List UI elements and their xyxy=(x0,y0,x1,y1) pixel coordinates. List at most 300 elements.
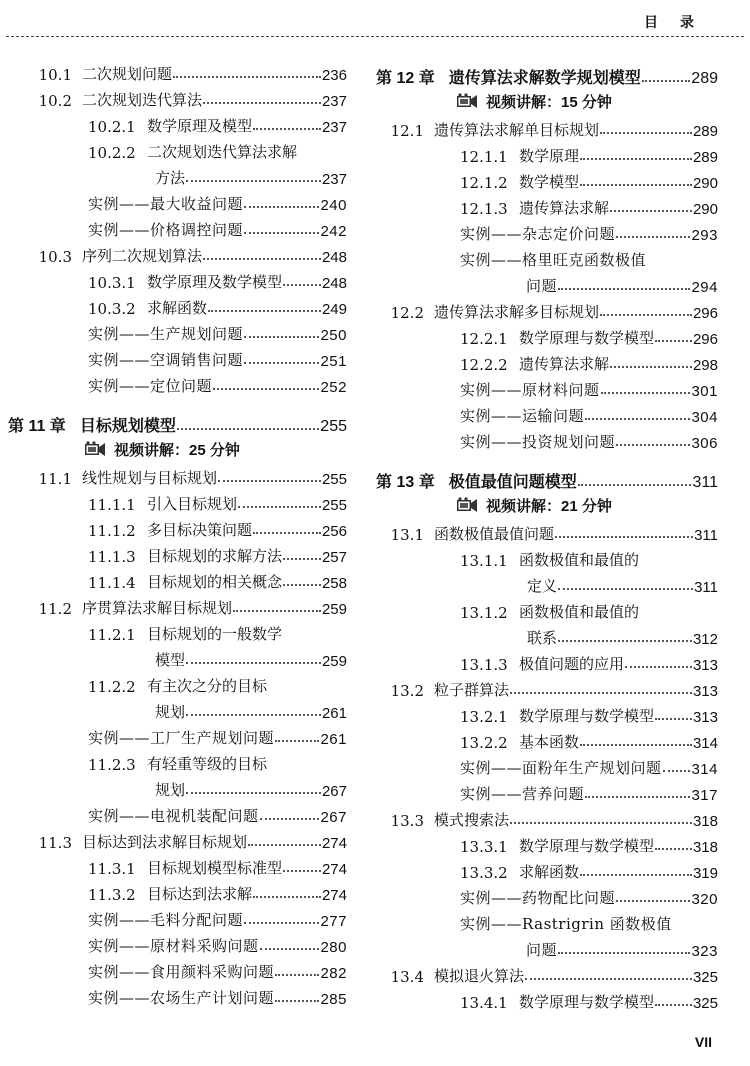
chapter-title: 极值最值问题模型 xyxy=(448,474,577,491)
page-number: 251 xyxy=(320,353,347,370)
toc-entry[interactable] xyxy=(0,58,347,84)
example-title: 实例——Rastrigrin 函数极值 xyxy=(460,915,672,933)
leader-dots xyxy=(203,102,321,104)
subsection-number: 11.1.4 xyxy=(88,574,136,592)
subsection-number: 11.1.2 xyxy=(88,522,136,540)
subsection-title: 数学原理及模型 xyxy=(147,117,253,135)
example-title: 实例——食用颜料采购问题 xyxy=(88,963,275,981)
toc-entry[interactable] xyxy=(374,908,718,960)
leader-dots xyxy=(558,588,693,590)
subsection-title: 遗传算法求解 xyxy=(519,355,610,373)
toc-entry[interactable] xyxy=(374,400,718,426)
section-number: 10.3 xyxy=(38,248,72,266)
section-title: 函数极值最值问题 xyxy=(434,525,555,543)
header-divider xyxy=(6,36,744,37)
example-title: 实例——定位问题 xyxy=(88,377,213,395)
toc-chapter-entry[interactable] xyxy=(374,58,718,88)
chapter-number: 第 12 章 xyxy=(376,70,435,87)
toc-entry[interactable] xyxy=(374,192,718,218)
leader-dots xyxy=(510,822,692,824)
leader-dots xyxy=(213,388,319,390)
page-number: 301 xyxy=(691,383,718,400)
page-number: 296 xyxy=(692,305,718,322)
section-number: 11.2 xyxy=(38,600,72,618)
toc-entry[interactable] xyxy=(374,830,718,856)
toc-entry[interactable] xyxy=(0,344,347,370)
example-title: 实例——毛料分配问题 xyxy=(88,911,244,929)
toc-entry[interactable] xyxy=(0,566,347,592)
leader-dots xyxy=(173,76,321,78)
page-number: 319 xyxy=(692,865,718,882)
example-title-continued: 问题 xyxy=(526,941,558,959)
section-title: 二次规划问题 xyxy=(82,65,173,83)
section-title: 目标达到法求解目标规划 xyxy=(82,833,248,851)
subsection-title-continued: 规划 xyxy=(155,703,186,721)
page-number: 289 xyxy=(692,123,718,140)
subsection-title: 目标规划模型标准型 xyxy=(147,859,283,877)
leader-dots xyxy=(186,792,321,794)
leader-dots xyxy=(580,184,692,186)
leader-dots xyxy=(655,340,692,342)
leader-dots xyxy=(655,718,692,720)
toc-entry[interactable] xyxy=(374,374,718,400)
toc-entry[interactable] xyxy=(374,114,718,140)
chapter-number: 第 11 章 xyxy=(8,418,66,435)
page-number: 274 xyxy=(321,835,347,852)
subsection-number: 10.3.1 xyxy=(88,274,136,292)
subsection-number: 13.1.1 xyxy=(460,552,508,570)
page-number: 252 xyxy=(320,379,347,396)
page-number: 248 xyxy=(321,249,347,266)
page-number: 314 xyxy=(692,735,718,752)
toc-entry[interactable] xyxy=(374,960,718,986)
leader-dots xyxy=(275,1000,319,1002)
subsection-number: 11.2.2 xyxy=(88,678,136,696)
section-number: 12.1 xyxy=(390,122,424,140)
leader-dots xyxy=(186,662,321,664)
leader-dots xyxy=(283,870,321,872)
section-title: 模式搜索法 xyxy=(434,811,510,829)
toc-entry[interactable] xyxy=(374,166,718,192)
page-number: 237 xyxy=(321,119,347,136)
leader-dots xyxy=(558,288,690,290)
toc-entry[interactable] xyxy=(374,348,718,374)
toc-entry[interactable] xyxy=(374,544,718,596)
chapter-number: 第 13 章 xyxy=(376,474,435,491)
page-number: 242 xyxy=(320,223,347,240)
subsection-title: 目标规划的相关概念 xyxy=(147,573,283,591)
subsection-title-continued: 模型 xyxy=(155,651,186,669)
leader-dots xyxy=(610,366,692,368)
toc-entry[interactable] xyxy=(0,878,347,904)
subsection-title: 求解函数 xyxy=(147,299,208,317)
page-number: 267 xyxy=(320,809,347,826)
page-number: 277 xyxy=(320,913,347,930)
page-number: 280 xyxy=(320,939,347,956)
toc-chapter-entry[interactable] xyxy=(374,462,718,492)
toc-entry[interactable] xyxy=(0,930,347,956)
page-number: 314 xyxy=(691,761,718,778)
toc-entry[interactable] xyxy=(0,488,347,514)
section-title: 粒子群算法 xyxy=(434,681,510,699)
chapter-title: 遗传算法求解数学规划模型 xyxy=(448,70,641,87)
section-number: 10.2 xyxy=(38,92,72,110)
subsection-number: 11.1.1 xyxy=(88,496,136,514)
toc-entry[interactable] xyxy=(0,982,347,1008)
page-number: 304 xyxy=(691,409,718,426)
page-number: 289 xyxy=(692,149,718,166)
toc-entry[interactable] xyxy=(0,670,347,722)
subsection-title: 数学原理与数学模型 xyxy=(519,707,655,725)
page-number: 240 xyxy=(320,197,347,214)
toc-entry[interactable] xyxy=(0,852,347,878)
leader-dots xyxy=(253,128,321,130)
toc-entry[interactable] xyxy=(0,540,347,566)
section-title: 二次规划迭代算法 xyxy=(82,91,203,109)
subsection-title-continued: 规划 xyxy=(155,781,186,799)
page-number: 267 xyxy=(321,783,347,800)
toc-entry[interactable] xyxy=(374,700,718,726)
subsection-number: 11.1.3 xyxy=(88,548,136,566)
section-number: 12.2 xyxy=(390,304,424,322)
page-number: 256 xyxy=(321,523,347,540)
page-number: 311 xyxy=(694,527,718,544)
subsection-title: 有轻重等级的目标 xyxy=(147,755,268,773)
page-number: 255 xyxy=(320,418,347,435)
video-lecture-note[interactable] xyxy=(374,492,718,518)
toc-entry[interactable] xyxy=(374,296,718,322)
page-number: 274 xyxy=(321,861,347,878)
subsection-title: 数学原理 xyxy=(519,147,580,165)
toc-entry[interactable] xyxy=(374,856,718,882)
video-lecture-label: 视频讲解：25 分钟 xyxy=(114,441,240,459)
leader-dots xyxy=(208,310,321,312)
toc-entry[interactable] xyxy=(0,318,347,344)
example-title: 实例——电视机装配问题 xyxy=(88,807,259,825)
leader-dots xyxy=(558,640,692,642)
page-number: 259 xyxy=(321,601,347,618)
page-number: 317 xyxy=(691,787,718,804)
page-number: 318 xyxy=(692,839,718,856)
toc-entry[interactable] xyxy=(0,240,347,266)
leader-dots xyxy=(580,158,692,160)
subsection-title: 函数极值和最值的 xyxy=(519,603,640,621)
leader-dots xyxy=(244,362,319,364)
subsection-number: 12.1.3 xyxy=(460,200,508,218)
subsection-title: 多目标决策问题 xyxy=(147,521,253,539)
example-title: 实例——原材料问题 xyxy=(460,381,600,399)
page-number: 259 xyxy=(321,653,347,670)
subsection-number: 11.2.1 xyxy=(88,626,136,644)
toc-entry[interactable] xyxy=(374,986,718,1012)
page-number: 248 xyxy=(321,275,347,292)
leader-dots xyxy=(663,770,691,772)
subsection-title-continued: 定义 xyxy=(527,577,558,595)
toc-entry[interactable] xyxy=(374,322,718,348)
leader-dots xyxy=(580,744,692,746)
leader-dots xyxy=(218,480,321,482)
leader-dots xyxy=(248,844,321,846)
video-lecture-label: 视频讲解：21 分钟 xyxy=(486,497,612,515)
example-title: 实例——生产规划问题 xyxy=(88,325,244,343)
leader-dots xyxy=(578,484,692,486)
leader-dots xyxy=(177,428,319,430)
subsection-number: 12.2.2 xyxy=(460,356,508,374)
video-lecture-note[interactable] xyxy=(374,88,718,114)
leader-dots xyxy=(275,974,319,976)
page-number: 290 xyxy=(692,175,718,192)
example-title-continued: 问题 xyxy=(526,277,558,295)
leader-dots xyxy=(283,284,321,286)
subsection-number: 12.1.2 xyxy=(460,174,508,192)
toc-right-column xyxy=(374,58,718,1012)
example-title: 实例——面粉年生产规划问题 xyxy=(460,759,662,777)
toc-entry[interactable] xyxy=(374,882,718,908)
page-number: 237 xyxy=(321,93,347,110)
subsection-title: 基本函数 xyxy=(519,733,580,751)
toc-entry[interactable] xyxy=(0,514,347,540)
subsection-title: 极值问题的应用 xyxy=(519,655,625,673)
example-title: 实例——最大收益问题 xyxy=(88,195,244,213)
toc-entry[interactable] xyxy=(0,292,347,318)
leader-dots xyxy=(600,132,692,134)
subsection-number: 13.1.2 xyxy=(460,604,508,622)
toc-left-column xyxy=(0,58,347,1008)
section-title: 序贯算法求解目标规划 xyxy=(82,599,233,617)
subsection-title: 引入目标规划 xyxy=(147,495,238,513)
example-title: 实例——价格调控问题 xyxy=(88,221,244,239)
subsection-title: 数学原理及数学模型 xyxy=(147,273,283,291)
spacer xyxy=(374,452,718,462)
subsection-number: 13.3.1 xyxy=(460,838,508,856)
page-number: 258 xyxy=(321,575,347,592)
page-number: 311 xyxy=(694,579,718,596)
subsection-title: 数学模型 xyxy=(519,173,580,191)
example-title: 实例——运输问题 xyxy=(460,407,585,425)
subsection-title-continued: 方法 xyxy=(155,169,186,187)
subsection-title: 数学原理与数学模型 xyxy=(519,837,655,855)
section-title: 序列二次规划算法 xyxy=(82,247,203,265)
page-number: 255 xyxy=(321,497,347,514)
subsection-number: 13.2.1 xyxy=(460,708,508,726)
subsection-number: 11.2.3 xyxy=(88,756,136,774)
leader-dots xyxy=(601,392,691,394)
subsection-title: 二次规划迭代算法求解 xyxy=(147,143,298,161)
page-number: 306 xyxy=(691,435,718,452)
page-number: 325 xyxy=(692,995,718,1012)
toc-entry[interactable] xyxy=(0,266,347,292)
leader-dots xyxy=(585,418,690,420)
toc-entry[interactable] xyxy=(0,136,347,188)
subsection-title: 目标规划的求解方法 xyxy=(147,547,283,565)
subsection-title-continued: 联系 xyxy=(527,629,558,647)
subsection-title: 求解函数 xyxy=(519,863,580,881)
leader-dots xyxy=(233,610,321,612)
toc-entry[interactable] xyxy=(374,140,718,166)
page-number: 290 xyxy=(692,201,718,218)
toc-entry[interactable] xyxy=(374,648,718,674)
toc-entry[interactable] xyxy=(0,214,347,240)
toc-entry[interactable] xyxy=(0,800,347,826)
leader-dots xyxy=(610,210,692,212)
toc-entry[interactable] xyxy=(0,110,347,136)
leader-dots xyxy=(244,922,319,924)
leader-dots xyxy=(558,952,690,954)
leader-dots xyxy=(616,900,690,902)
page-number: 250 xyxy=(320,327,347,344)
folio-page-number: VII xyxy=(694,1034,712,1050)
toc-entry[interactable] xyxy=(374,804,718,830)
section-title: 模拟退火算法 xyxy=(434,967,525,985)
example-title: 实例——空调销售问题 xyxy=(88,351,244,369)
leader-dots xyxy=(616,236,690,238)
toc-entry[interactable] xyxy=(0,462,347,488)
example-title: 实例——农场生产计划问题 xyxy=(88,989,275,1007)
subsection-title: 目标达到法求解 xyxy=(147,885,253,903)
leader-dots xyxy=(275,740,319,742)
leader-dots xyxy=(283,558,321,560)
leader-dots xyxy=(260,948,320,950)
section-number: 10.1 xyxy=(38,66,72,84)
page-number: 237 xyxy=(321,171,347,188)
example-title: 实例——投资规划问题 xyxy=(460,433,616,451)
chapter-title: 目标规划模型 xyxy=(79,418,176,435)
example-title: 实例——营养问题 xyxy=(460,785,585,803)
page-number: 318 xyxy=(692,813,718,830)
leader-dots xyxy=(283,584,321,586)
page-number: 298 xyxy=(692,357,718,374)
page-number: 313 xyxy=(692,683,718,700)
subsection-title: 遗传算法求解 xyxy=(519,199,610,217)
page-number: 313 xyxy=(692,709,718,726)
page-number: 312 xyxy=(692,631,718,648)
section-number: 11.1 xyxy=(38,470,72,488)
toc-entry[interactable] xyxy=(0,748,347,800)
page-number: 261 xyxy=(321,705,347,722)
subsection-number: 11.3.2 xyxy=(88,886,136,904)
leader-dots xyxy=(625,666,692,668)
section-title: 线性规划与目标规划 xyxy=(82,469,218,487)
page-number: 320 xyxy=(691,891,718,908)
spacer xyxy=(0,396,347,406)
leader-dots xyxy=(186,714,321,716)
leader-dots xyxy=(580,874,692,876)
page-number: 323 xyxy=(691,943,718,960)
page-number: 293 xyxy=(691,227,718,244)
subsection-number: 13.2.2 xyxy=(460,734,508,752)
leader-dots xyxy=(642,80,691,82)
subsection-number: 13.3.2 xyxy=(460,864,508,882)
leader-dots xyxy=(585,796,690,798)
toc-entry[interactable] xyxy=(0,722,347,748)
page-number: 261 xyxy=(320,731,347,748)
leader-dots xyxy=(655,848,692,850)
subsection-title: 数学原理与数学模型 xyxy=(519,329,655,347)
toc-entry[interactable] xyxy=(0,956,347,982)
example-title: 实例——原材料采购问题 xyxy=(88,937,259,955)
page-number: 257 xyxy=(321,549,347,566)
toc-entry[interactable] xyxy=(374,778,718,804)
toc-entry[interactable] xyxy=(0,618,347,670)
leader-dots xyxy=(186,180,321,182)
toc-entry[interactable] xyxy=(374,674,718,700)
leader-dots xyxy=(655,1004,692,1006)
toc-entry[interactable] xyxy=(374,244,718,296)
video-camera-icon xyxy=(84,441,106,457)
subsection-number: 12.2.1 xyxy=(460,330,508,348)
subsection-title: 数学原理与数学模型 xyxy=(519,993,655,1011)
toc-entry[interactable] xyxy=(374,596,718,648)
leader-dots xyxy=(244,232,319,234)
video-camera-icon xyxy=(456,93,478,109)
toc-entry[interactable] xyxy=(374,426,718,452)
subsection-number: 11.3.1 xyxy=(88,860,136,878)
example-title: 实例——格里旺克函数极值 xyxy=(460,251,647,269)
subsection-title: 有主次之分的目标 xyxy=(147,677,268,695)
leader-dots xyxy=(203,258,321,260)
subsection-number: 10.2.1 xyxy=(88,118,136,136)
leader-dots xyxy=(616,444,690,446)
page-number: 313 xyxy=(692,657,718,674)
leader-dots xyxy=(244,336,319,338)
example-title: 实例——杂志定价问题 xyxy=(460,225,616,243)
video-lecture-note[interactable] xyxy=(0,436,347,462)
toc-entry[interactable] xyxy=(0,188,347,214)
page-number: 282 xyxy=(320,965,347,982)
toc-chapter-entry[interactable] xyxy=(0,406,347,436)
page-number: 296 xyxy=(692,331,718,348)
page-number: 325 xyxy=(692,969,718,986)
subsection-number: 10.3.2 xyxy=(88,300,136,318)
section-number: 13.1 xyxy=(390,526,424,544)
leader-dots xyxy=(510,692,692,694)
leader-dots xyxy=(600,314,692,316)
subsection-number: 13.1.3 xyxy=(460,656,508,674)
page-number: 289 xyxy=(691,70,718,87)
section-title: 遗传算法求解单目标规划 xyxy=(434,121,600,139)
section-number: 13.4 xyxy=(390,968,424,986)
example-title: 实例——工厂生产规划问题 xyxy=(88,729,275,747)
leader-dots xyxy=(253,896,321,898)
running-header-title: 目录 xyxy=(644,15,716,31)
leader-dots xyxy=(260,818,320,820)
page-number: 255 xyxy=(321,471,347,488)
leader-dots xyxy=(555,536,693,538)
toc-entry[interactable] xyxy=(0,592,347,618)
toc-entry[interactable] xyxy=(0,826,347,852)
page-number: 285 xyxy=(320,991,347,1008)
section-number: 13.3 xyxy=(390,812,424,830)
page-number: 236 xyxy=(321,67,347,84)
subsection-number: 13.4.1 xyxy=(460,994,508,1012)
leader-dots xyxy=(244,206,319,208)
leader-dots xyxy=(253,532,321,534)
toc-entry[interactable] xyxy=(0,84,347,110)
subsection-number: 10.2.2 xyxy=(88,144,136,162)
toc-entry[interactable] xyxy=(374,218,718,244)
toc-entry[interactable] xyxy=(374,726,718,752)
page-number: 311 xyxy=(692,474,718,491)
subsection-title: 函数极值和最值的 xyxy=(519,551,640,569)
subsection-title: 目标规划的一般数学 xyxy=(147,625,283,643)
subsection-number: 12.1.1 xyxy=(460,148,508,166)
page-number: 249 xyxy=(321,301,347,318)
leader-dots xyxy=(525,978,692,980)
toc-entry[interactable] xyxy=(374,518,718,544)
toc-entry[interactable] xyxy=(0,904,347,930)
toc-entry[interactable] xyxy=(374,752,718,778)
toc-entry[interactable] xyxy=(0,370,347,396)
